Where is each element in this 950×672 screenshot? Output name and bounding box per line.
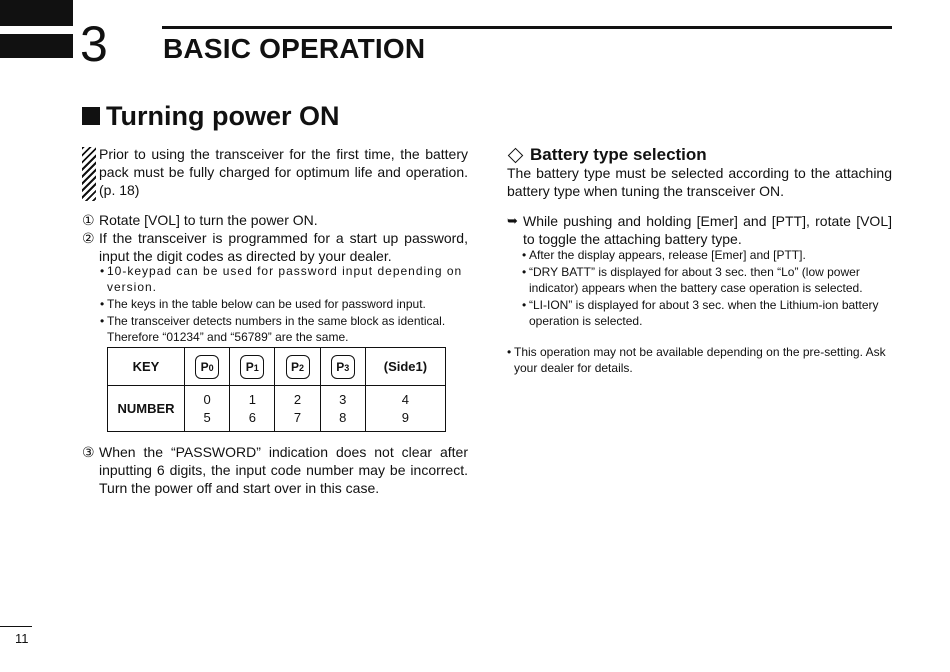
step-text: Rotate [VOL] to turn the power ON. — [99, 212, 318, 228]
list-item: • 10-keypad can be used for password input depending on version. — [100, 264, 463, 294]
chapter-number: 3 — [80, 16, 108, 72]
p3-key-icon: P3 — [331, 355, 355, 379]
p0-key-icon: P0 — [195, 355, 219, 379]
step-3 — [82, 443, 468, 497]
key-header: KEY — [108, 348, 185, 386]
p1-key-icon: P1 — [240, 355, 264, 379]
title-rule — [162, 26, 892, 29]
table-row — [108, 386, 446, 432]
caution-hatch-icon — [82, 147, 96, 201]
list-item: • The keys in the table below can be used for password input. — [100, 297, 426, 311]
battery-bullets — [522, 247, 892, 330]
battery-note — [507, 344, 892, 377]
list-item: • This operation may not be available depending on the pre-setting. Ask your dealer for details. — [507, 345, 886, 375]
step-number: ① — [82, 212, 95, 228]
chapter-title: BASIC OPERATION — [163, 33, 426, 64]
list-item: • “LI-ION” is displayed for about 3 sec. when the Lithium-ion battery operation is selected. — [522, 298, 879, 328]
page-number: 11 — [15, 631, 29, 646]
page-rule — [0, 626, 32, 627]
battery-heading-text: Battery type selection — [530, 145, 707, 164]
list-item: • After the display appears, release [Emer] and [PTT]. — [522, 248, 806, 262]
p2-key-icon: P2 — [286, 355, 310, 379]
section-title — [82, 99, 339, 133]
side1-key: (Side1) — [365, 348, 445, 386]
step-2 — [82, 229, 468, 265]
list-item: • The transceiver detects numbers in the same block as identical. Therefore “01234” and “56789” are the same. — [100, 314, 446, 344]
chapter-tab-middle-bar — [0, 34, 73, 58]
step-number: ③ — [82, 444, 95, 460]
number-cell: 3 8 — [320, 386, 365, 432]
black-square-icon — [82, 107, 100, 125]
battery-heading — [507, 145, 707, 165]
chapter-tab-top-bar — [0, 0, 73, 26]
step-text: When the “PASSWORD” indication does not clear after inputting 6 digits, the input code number may be incorrect. Turn the power off and start over in this case. — [99, 444, 468, 496]
battery-intro: The battery type must be selected according to the attaching battery type when tuning the transceiver ON. — [507, 165, 892, 199]
battery-instruction-text: While pushing and holding [Emer] and [PTT], rotate [VOL] to toggle the attaching battery type. — [523, 213, 892, 247]
battery-instruction — [507, 212, 892, 248]
section-title-text: Turning power ON — [106, 101, 340, 131]
number-cell: 4 9 — [365, 386, 445, 432]
step-1 — [82, 211, 468, 229]
step-text: If the transceiver is programmed for a start up password, input the digit codes as directed by your dealer. — [99, 230, 468, 264]
arrow-right-icon: ➥ — [507, 213, 518, 228]
number-cell: 2 7 — [275, 386, 320, 432]
password-key-table — [107, 347, 446, 432]
intro-note — [82, 145, 468, 199]
diamond-icon — [508, 147, 524, 163]
step-2-bullets — [100, 263, 468, 346]
list-item: • “DRY BATT” is displayed for about 3 sec. then “Lo” (low power indicator) appears when the battery case operation is selected. — [522, 265, 863, 295]
number-cell: 0 5 — [185, 386, 230, 432]
number-header: NUMBER — [108, 386, 185, 432]
table-row — [108, 348, 446, 386]
step-number: ② — [82, 230, 95, 246]
number-cell: 1 6 — [230, 386, 275, 432]
intro-text: Prior to using the transceiver for the first time, the battery pack must be fully charged for optimum life and operation. (p. 18) — [99, 146, 468, 198]
